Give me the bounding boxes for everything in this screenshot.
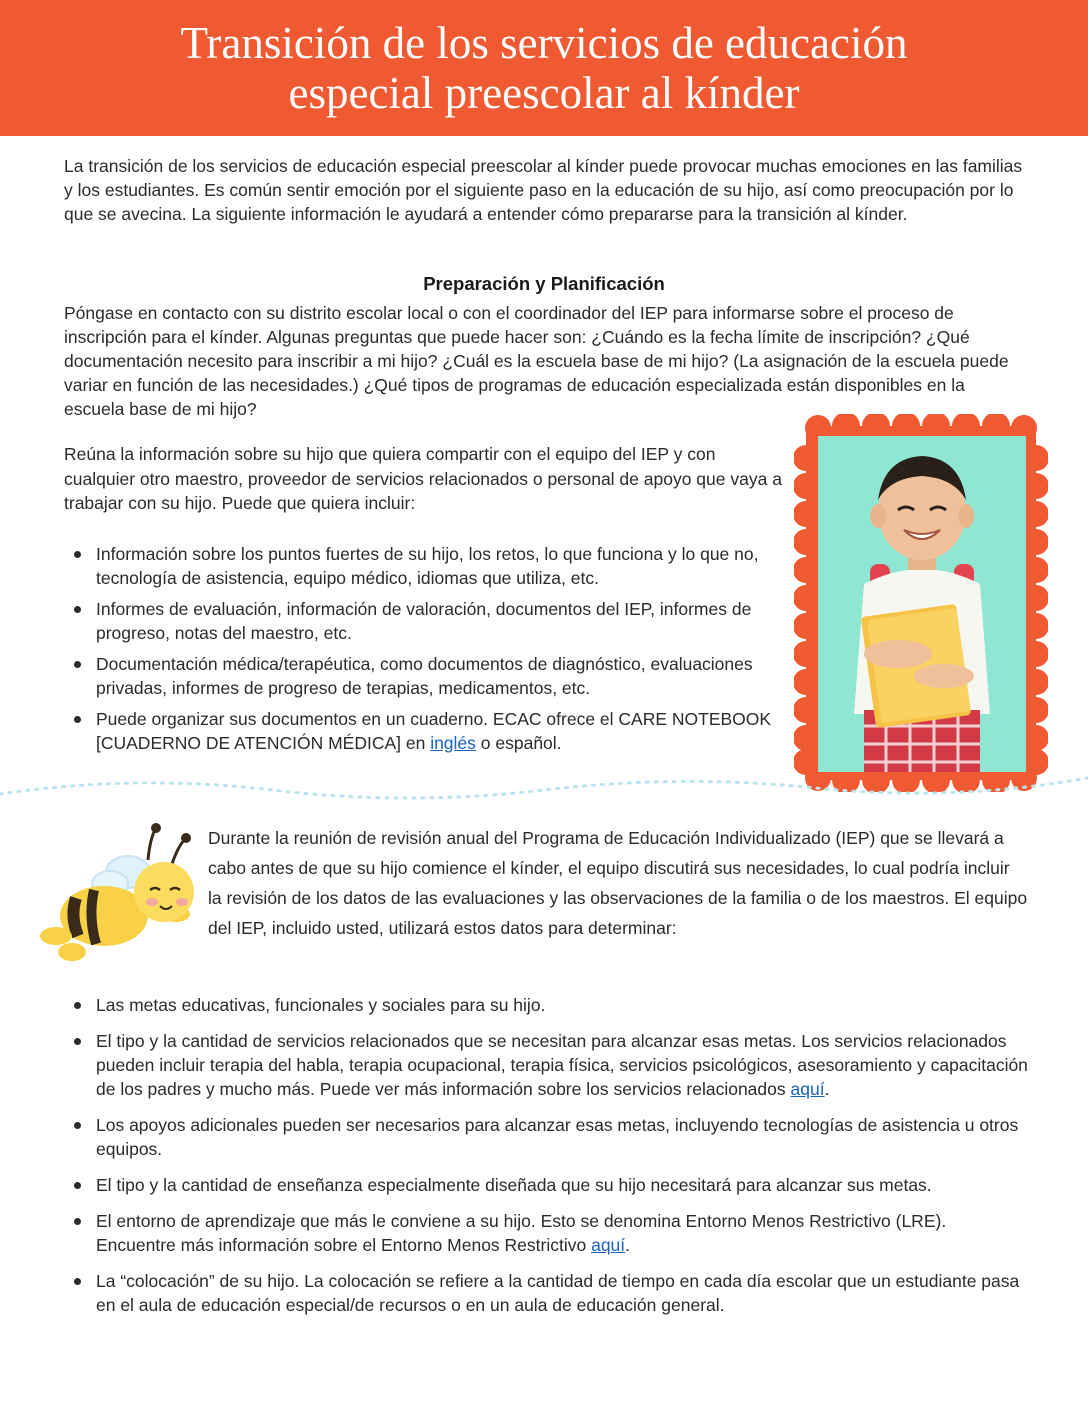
iep-meeting-paragraph: Durante la reunión de revisión anual del Programa de Educación Individualizado (IEP) que se llevará a cabo antes de que su hijo comience el kínder, el equipo discutirá sus necesidades, lo cual podría incluir la revisión de los datos de las evaluaciones y las observaciones de la familia o de los maestros. El equipo del IEP, incluido usted, utilizará estos datos para determinar: xyxy=(208,828,1028,938)
wavy-dotted-divider xyxy=(0,770,1088,810)
list-item xyxy=(64,1209,1029,1257)
list-item xyxy=(64,1029,1029,1101)
list-item-text: El tipo y la cantidad de servicios relacionados que se necesitan para alcanzar esas metas. Los servicios relacionados pueden incluir terapia del habla, terapia ocupacional, terapia física, servicios psicológicos, asesoramiento y capacitación de los padres y mucho más. Puede ver más información sobre los servicios relacionados xyxy=(96,1031,1028,1099)
list-item: La “colocación” de su hijo. La colocación se refiere a la cantidad de tiempo en cada día escolar que un estudiante pasa en el aula de educación especial/de recursos o en un aula de educación general. xyxy=(64,1269,1029,1317)
english-notebook-link[interactable]: inglés xyxy=(430,733,476,753)
title-line-2: especial preescolar al kínder xyxy=(288,68,800,118)
bee-illustration xyxy=(36,820,196,980)
preparation-paragraph: Póngase en contacto con su distrito escolar local o con el coordinador del IEP para informarse sobre el proceso de inscripción para el kínder. Algunas preguntas que puede hacer son: ¿Cuándo es la fecha límite de inscripción? ¿Qué documentación necesito para inscribir a mi hijo? ¿Cuál es la escuela base de mi hijo? (La asignación de la escuela puede variar en función de las necesidades.) ¿Qué tipos de programas de educación especializada están disponibles en la escuela base de mi hijo? xyxy=(64,303,1009,419)
list-item: Las metas educativas, funcionales y sociales para su hijo. xyxy=(64,993,1029,1017)
list-item-text: Puede organizar sus documentos en un cuaderno. ECAC ofrece el CARE NOTEBOOK [CUADERNO DE ATENCIÓN MÉDICA] en xyxy=(96,709,772,753)
list-item: El tipo y la cantidad de enseñanza especialmente diseñada que su hijo necesitará para alcanzar sus metas. xyxy=(64,1173,1029,1197)
list-item: Los apoyos adicionales pueden ser necesarios para alcanzar esas metas, incluyendo tecnologías de asistencia u otros equipos. xyxy=(64,1113,1029,1161)
section-title-preparation: Preparación y Planificación xyxy=(423,273,665,294)
documents-list xyxy=(64,542,799,762)
child-photo-frame xyxy=(794,414,1048,792)
lre-link[interactable]: aquí xyxy=(591,1235,626,1255)
gather-info-paragraph: Reúna la información sobre su hijo que quiera compartir con el equipo del IEP y con cualquier otro maestro, proveedor de servicios relacionados o personal de apoyo que vaya a trabajar con su hijo. Puede que quiera incluir: xyxy=(64,444,782,513)
list-item-text: . xyxy=(625,1235,631,1255)
list-item-text: . xyxy=(824,1079,830,1099)
intro-paragraph: La transición de los servicios de educación especial preescolar al kínder puede provocar muchas emociones en las familias y los estudiantes. Es común sentir emoción por el siguiente paso en la educación de su hijo, así como preocupación por lo que se avecina. La siguiente información le ayudará a entender cómo prepararse para la transición al kínder. xyxy=(64,156,1023,224)
list-item: Informes de evaluación, información de valoración, documentos del IEP, informes de progreso, notas del maestro, etc. xyxy=(64,597,799,645)
related-services-link[interactable]: aquí xyxy=(790,1079,825,1099)
list-item-text: El entorno de aprendizaje que más le conviene a su hijo. Esto se denomina Entorno Menos Restrictivo (LRE). Encuentre más información sobre el Entorno Menos Restrictivo xyxy=(96,1211,947,1255)
child-with-backpack-photo xyxy=(794,414,1048,792)
page-title xyxy=(94,18,994,118)
iep-determinations-list xyxy=(64,993,1029,1329)
list-item xyxy=(64,707,799,755)
header-banner xyxy=(0,0,1088,136)
list-item: Información sobre los puntos fuertes de su hijo, los retos, lo que funciona y lo que no, tecnología de asistencia, equipo médico, idiomas que utiliza, etc. xyxy=(64,542,799,590)
list-item-text: o español. xyxy=(475,733,562,753)
list-item: Documentación médica/terapéutica, como documentos de diagnóstico, evaluaciones privadas, informes de progreso de terapias, medicamentos, etc. xyxy=(64,652,799,700)
title-line-1: Transición de los servicios de educación xyxy=(180,18,908,68)
